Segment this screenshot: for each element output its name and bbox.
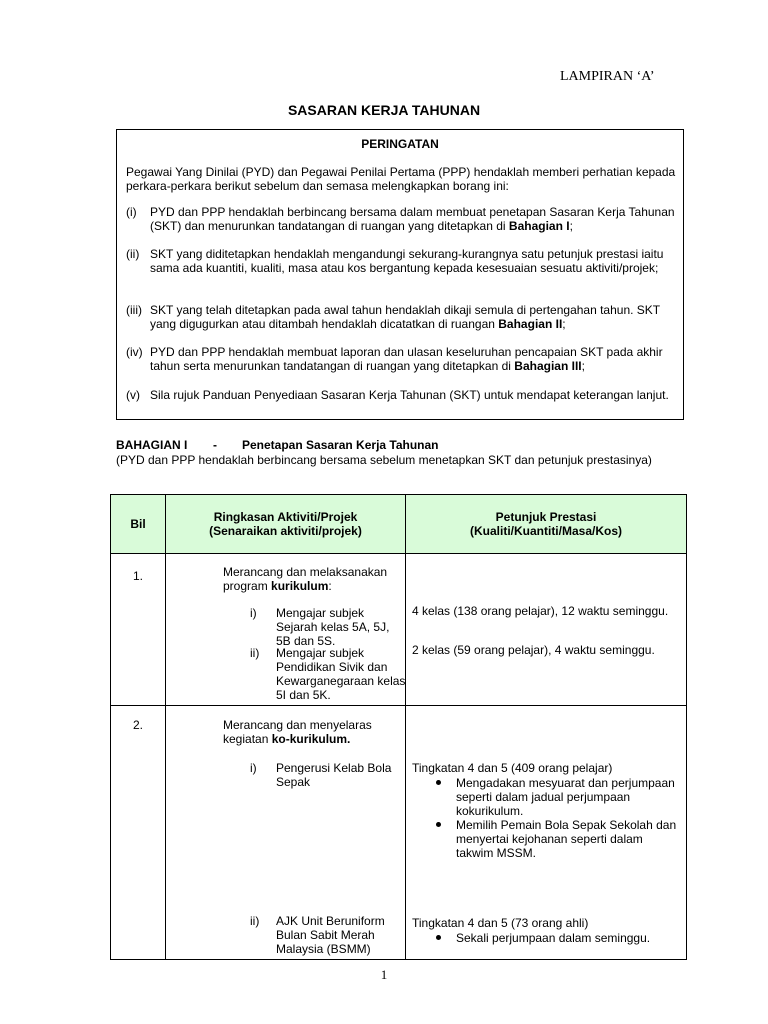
bahagian-dash: - [213, 438, 217, 452]
bil-value: 1. [132, 569, 143, 583]
row-bil [111, 554, 166, 706]
bil-value: 2. [132, 718, 143, 732]
sub-text: Pengerusi Kelab Bola Sepak [276, 761, 392, 789]
bullet-dot [436, 935, 441, 940]
sub-text: Mengajar subjek Pendidikan Sivik dan Kewarganegaraan kelas 5I dan 5K. [276, 646, 406, 702]
table-row [111, 706, 687, 960]
header-ringkasan [166, 495, 406, 554]
peringatan-intro: Pegawai Yang Dinilai (PYD) dan Pegawai Penilai Pertama (PPP) hendaklah memberi perhatian kepada perkara-perkara berikut sebelum dan semasa melengkapkan borang ini: [126, 165, 676, 193]
sub-text: Mengajar subjek Sejarah kelas 5A, 5J, 5B dan 5S. [276, 606, 390, 648]
item-text: Sila rujuk Panduan Penyediaan Sasaran Kerja Tahunan (SKT) untuk mendapat keterangan lanjut. [150, 388, 669, 402]
item-text: PYD dan PPP hendaklah berbincang bersama dalam membuat penetapan Sasaran Kerja Tahunan (SKT) dan menurunkan tandatangan di ruangan yang ditetapkan di Bahagian I; [150, 205, 675, 233]
header-petunjuk-line2: (Kualiti/Kuantiti/Masa/Kos) [469, 524, 622, 538]
indicator-bullet: Sekali perjumpaan dalam seminggu. [456, 931, 651, 945]
row-indicator [406, 554, 687, 706]
activity-text: Merancang dan melaksanakan program kurikulum: [223, 565, 388, 593]
item-number: (ii) [126, 247, 140, 261]
sub-number: i) [250, 761, 257, 775]
row-activity [166, 554, 406, 706]
sub-number: ii) [250, 914, 260, 928]
row-indicator [406, 706, 687, 960]
skt-table [110, 494, 687, 960]
item-text: SKT yang telah ditetapkan pada awal tahun hendaklah dikaji semula di pertengahan tahun. SKT yang digugurkan atau ditambah hendaklah dicatatkan di ruangan Bahagian II; [150, 303, 660, 331]
item-number: (iii) [126, 303, 142, 317]
item-number: (iv) [126, 345, 143, 359]
header-petunjuk [406, 495, 687, 554]
indicator-lead: Tingkatan 4 dan 5 (73 orang ahli) [412, 916, 589, 930]
bullet-dot [436, 780, 441, 785]
item-number: (v) [126, 388, 140, 402]
bahagian-label: BAHAGIAN I [116, 438, 188, 452]
indicator-text: 4 kelas (138 orang pelajar), 12 waktu seminggu. [412, 604, 669, 618]
header-ringkasan-line2: (Senaraikan aktiviti/projek) [209, 524, 362, 538]
sub-number: ii) [250, 646, 260, 660]
header-ringkasan-line1: Ringkasan Aktiviti/Projek [213, 510, 358, 524]
bahagian-title: Penetapan Sasaran Kerja Tahunan [242, 438, 439, 452]
peringatan-box [116, 129, 684, 420]
row-activity [166, 706, 406, 960]
item-number: (i) [126, 205, 137, 219]
indicator-bullet: Memilih Pemain Bola Sepak Sekolah dan menyertai kejohanan seperti dalam takwim MSSM. [456, 818, 677, 860]
page-title: SASARAN KERJA TAHUNAN [287, 102, 481, 118]
page-number: 1 [380, 967, 388, 982]
bullet-dot [436, 822, 441, 827]
item-text: PYD dan PPP hendaklah membuat laporan dan ulasan keseluruhan pencapaian SKT pada akhir tahun serta menurunkan tandatangan di ruangan yang ditetapkan di Bahagian III; [150, 345, 663, 373]
sub-text: AJK Unit Beruniform Bulan Sabit Merah Malaysia (BSMM) [276, 914, 385, 956]
indicator-lead: Tingkatan 4 dan 5 (409 orang pelajar) [412, 761, 613, 775]
item-text: SKT yang diditetapkan hendaklah mengandungi sekurang-kurangnya satu petunjuk prestasi iaitu sama ada kuantiti, kualiti, masa atau kos bergantung kepada kesesuaian sesuatu aktiviti/projek; [150, 247, 664, 275]
activity-text: Merancang dan menyelaras kegiatan ko-kurikulum. [223, 718, 372, 746]
table-row [111, 554, 687, 706]
bahagian-note: (PYD dan PPP hendaklah berbincang bersama sebelum menetapkan SKT dan petunjuk prestasinya) [116, 453, 652, 467]
row-bil [111, 706, 166, 960]
lampiran-label: LAMPIRAN ‘A’ [560, 69, 655, 84]
indicator-text: 2 kelas (59 orang pelajar), 4 waktu seminggu. [412, 643, 655, 657]
header-petunjuk-line1: Petunjuk Prestasi [495, 510, 597, 524]
table-header-row [111, 495, 687, 554]
indicator-bullet: Mengadakan mesyuarat dan perjumpaan seperti dalam jadual perjumpaan kokurikulum. [456, 776, 675, 818]
peringatan-heading: PERINGATAN [361, 137, 439, 151]
sub-number: i) [250, 606, 257, 620]
header-bil: Bil [111, 495, 166, 554]
